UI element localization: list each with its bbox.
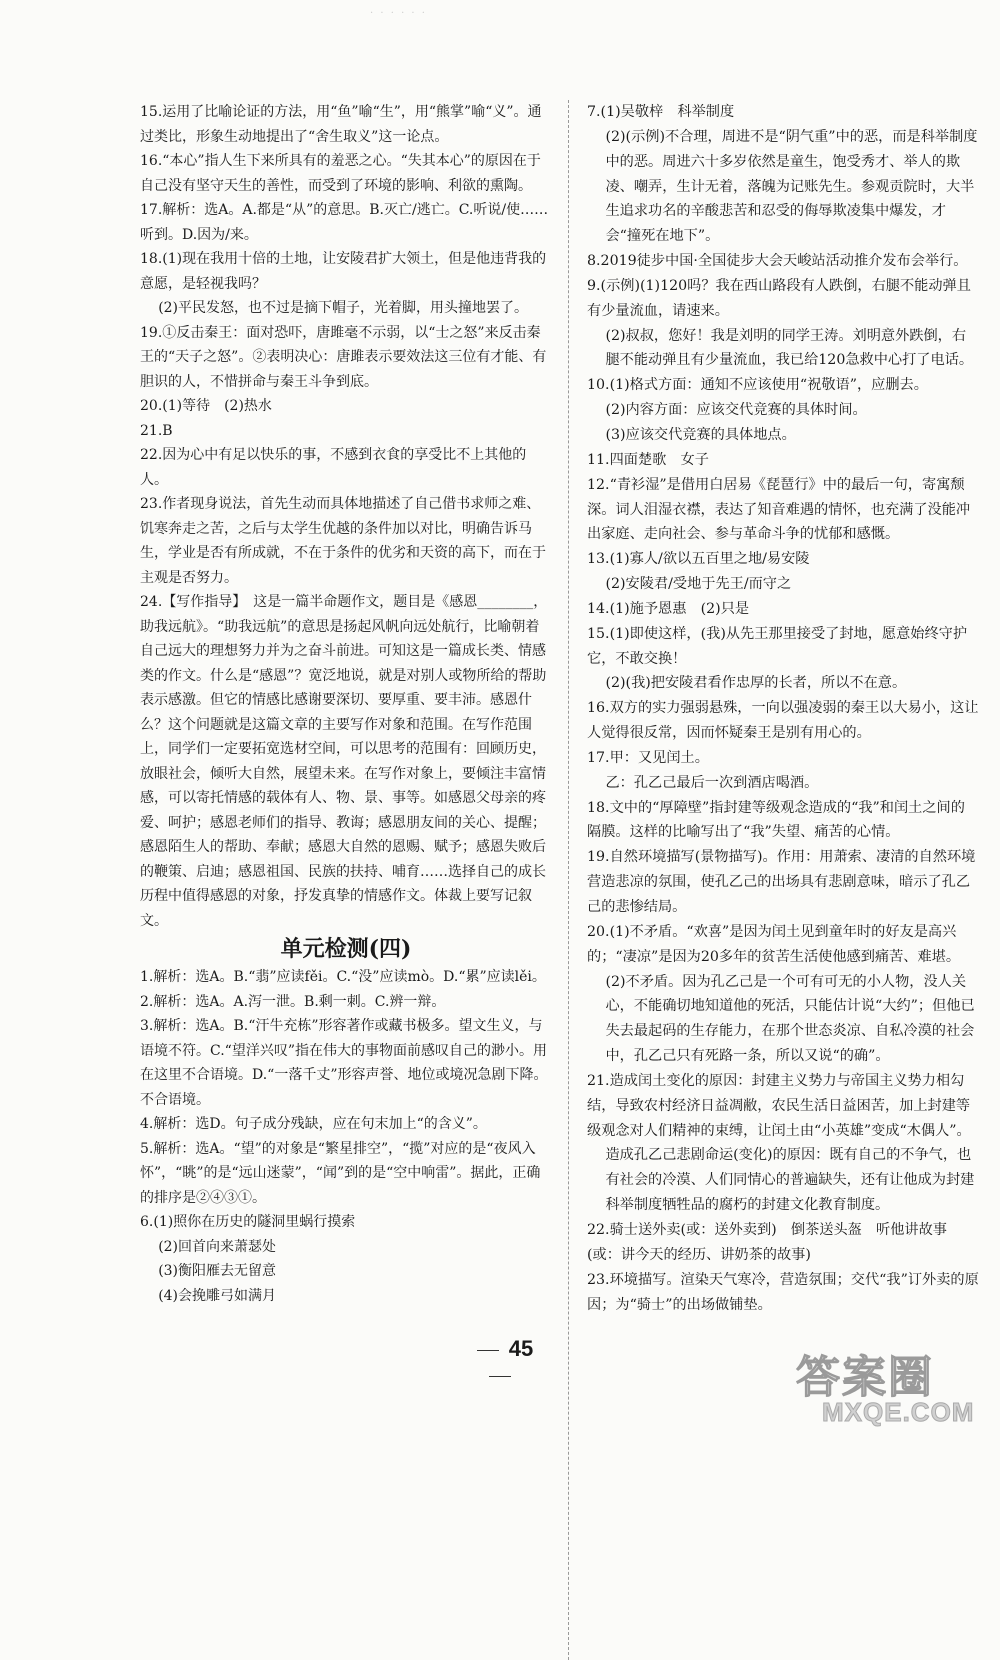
answer-20-2: (2)不矛盾。因为孔乙己是一个可有可无的小人物，没人关心，不能确切地知道他的死活，只能估计说“大约”；但他已失去最起码的生存能力，在那个世态炎凉、自私冷漠的社会中，孔乙己只有死路一条，所以又说“的确”。 [605, 973, 975, 1065]
test-answer-6-2: (2)回首向来萧瑟处 [158, 1238, 277, 1255]
test-answer-6-1: 6.(1)照你在历史的隧洞里蜗行摸索 [140, 1214, 356, 1230]
answer-17: 17.解析：选A。A.都是“从”的意思。B.灭亡/逃亡。C.听说/使……听到。D.因为/来。 [140, 202, 549, 243]
answer-19: 19.①反击秦王：面对恐吓，唐雎毫不示弱，以“士之怒”来反击秦王的“天子之怒”。②表明决心：唐雎表示要效法这三位有才能、有胆识的人，不惜拼命与秦王斗争到底。 [140, 324, 547, 390]
right-column [587, 100, 979, 1317]
answer-20-1: 20.(1)不矛盾。“欢喜”是因为闰土见到童年时的好友是高兴的；“凄凉”是因为20多年的贫苦生活使他感到痛苦、难堪。 [587, 923, 961, 965]
test-answer-2: 2.解析：选A。A.泻一泄。B.剩一刺。C.辨一辩。 [140, 993, 446, 1010]
test-answer-1: 1.解析：选A。B.“翡”应读fěi。C.“没”应读mò。D.“累”应读lěi。 [140, 969, 546, 985]
test-answer-4: 4.解析：选D。句子成分残缺，应在句末加上“的含义”。 [140, 1116, 487, 1132]
column-divider [568, 100, 569, 1660]
dash-right [489, 1376, 511, 1377]
section-title: 单元检测(四) [280, 936, 412, 962]
answer-21-part2: 造成孔乙己悲剧命运(变化)的原因：既有自己的不争气，也有社会的冷漠、人们同情心的普遍缺失，还有让他成为封建科举制度牺牲品的腐朽的封建文化教育制度。 [605, 1147, 975, 1214]
answer-23: 23.作者现身说法，首先生动而具体地描述了自己借书求师之难、饥寒奔走之苦，之后与太学生优越的条件加以对比，明确告诉马生，学业是否有所成就，不在于条件的优劣和天资的高下，而在于主观是否努力。 [140, 496, 546, 586]
test-answer-3: 3.解析：选A。B.“汗牛充栋”形容著作或藏书极多。望文生义，与语境不符。C.“望洋兴叹”指在伟大的事物面前感叹自己的渺小。用在这里不合语境。D.“一落千丈”形容声誉、地位或境况急剧下降。不合语境。 [140, 1018, 548, 1108]
test-answer-6-3: (3)衡阳雁去无留意 [158, 1263, 277, 1279]
answer-18-1: 18.(1)现在我用十倍的土地，让安陵君扩大领土，但是他违背我的意愿，是轻视我吗？ [140, 251, 547, 292]
answer-7-1: 7.(1)吴敬梓 科举制度 [587, 104, 735, 120]
answer-16: 16.“本心”指人生下来所具有的羞恶之心。“失其本心”的原因在于自己没有坚守天生的善性，而受到了环境的影响、利欲的熏陶。 [140, 153, 541, 194]
answer-9-1: 9.(示例)(1)120吗？我在西山路段有人跌倒，右腿不能动弹且有少量流血，请速来。 [587, 277, 971, 319]
answer-9-2: (2)叔叔，您好！我是刘明的同学王涛。刘明意外跌倒，右腿不能动弹且有少量流血，我已给120急救中心打了电话。 [605, 327, 974, 369]
test-answer-6-4: (4)会挽雕弓如满月 [158, 1287, 277, 1304]
answer-16-right: 16.双方的实力强弱悬殊，一向以强凌弱的秦王以大易小，这让人觉得很反常，因而怀疑秦王是别有用心的。 [587, 700, 979, 742]
answer-20: 20.(1)等待 (2)热水 [140, 398, 272, 414]
page-number-text: 45 [508, 1336, 534, 1361]
answer-22-right: 22.骑士送外卖(或：送外卖到) 倒茶送头盔 听他讲故事(或：讲今天的经历、讲奶茶的故事) [587, 1221, 947, 1263]
answer-15-1: 15.(1)即使这样，(我)从先王那里接受了封地，愿意始终守护它，不敢交换！ [587, 625, 968, 667]
answer-12: 12.“青衫湿”是借用白居易《琵琶行》中的最后一句，寄寓颓深。词人泪湿衣襟，表达了知音难遇的情怀，也充满了没能冲出家庭、走向社会、参与革命斗争的忧郁和感慨。 [587, 476, 971, 543]
answer-18-2: (2)平民发怒，也不过是摘下帽子，光着脚，用头撞地罢了。 [158, 300, 529, 316]
answer-14: 14.(1)施予恩惠 (2)只是 [587, 600, 750, 617]
left-column [140, 100, 552, 1308]
answer-10-2: (2)内容方面：应该交代竞赛的具体时间。 [605, 402, 867, 419]
dash-left [477, 1350, 499, 1351]
answer-15: 15.运用了比喻论证的方法，用“鱼”喻“生”，用“熊掌”喻“义”。通过类比，形象生动地提出了“舍生取义”这一论点。 [140, 104, 542, 145]
answer-21-right: 21.造成闰土变化的原因：封建主义势力与帝国主义势力相勾结，导致农村经济日益凋敝，农民生活日益困苦，加上封建等级观念对人们精神的束缚，让闰土由“小英雄”变成“木偶人”。 [587, 1072, 971, 1139]
answer-23-right: 23.环境描写。渲染天气寒冷，营造氛围；交代“我”订外卖的原因；为“骑士”的出场做铺垫。 [587, 1271, 979, 1313]
answer-21: 21.B [140, 422, 173, 439]
answer-24-writing-guide: 24.【写作指导】 这是一篇半命题作文，题目是《感恩________，助我远航》。“助我远航”的意思是扬起风帆向远处航行，比喻朝着自己远大的理想努力并为之奋斗前进。可知这是一篇成长类、情感类的作文。什么是“感恩”？宽泛地说，就是对别人或物所给的帮助表示感激。但它的情感比感谢要深切、要厚重、要丰沛。感恩什么？这个问题就是这篇文章的主要写作对象和范围。在写作范围上，同学们一定要拓宽选材空间，可以思考的范围有：回顾历史，放眼社会，倾听大自然，展望未来。在写作对象上，要倾注丰富情感，可以寄托情感的载体有人、物、景、事等。如感恩父母亲的疼爱、呵护；感恩老师们的指导、教诲；感恩朋友间的关心、提醒；感恩陌生人的帮助、奉献；感恩大自然的恩赐、赋予；感恩失败后的鞭策、启迪；感恩祖国、民族的扶持、哺育……选择自己的成长历程中值得感恩的对象，抒发真挚的情感作文。体裁上要写记叙文。 [140, 594, 548, 929]
answer-19-right: 19.自然环境描写(景物描写)。作用：用萧索、凄清的自然环境营造悲凉的氛围，使孔乙己的出场具有悲剧意味，暗示了孔乙己的悲惨结局。 [587, 849, 976, 915]
answer-17-yi: 乙：孔乙己最后一次到酒店喝酒。 [605, 774, 819, 791]
watermark-logo [796, 1341, 986, 1429]
answer-13-2: (2)安陵君/受地于先王/而守之 [605, 576, 792, 593]
scan-header-smudge: · · · · · · [370, 8, 427, 19]
answer-11: 11.四面楚歌 女子 [587, 451, 709, 468]
answer-7-2: (2)(示例)不合理，周进不是“阴气重”中的恶，而是科举制度中的恶。周进六十多岁依然是童生，饱受秀才、举人的欺凌、嘲弄，生计无着，落魄为记账先生。参观贡院时，大半生追求功名的辛酸悲苦和忍受的侮辱欺凌集中爆发，才会“撞死在地下”。 [605, 128, 978, 245]
answer-10-1: 10.(1)格式方面：通知不应该使用“祝敬语”，应删去。 [587, 377, 928, 394]
answer-18-right: 18.文中的“厚障壁”指封建等级观念造成的“我”和闰土之间的隔膜。这样的比喻写出了“我”失望、痛苦的心情。 [587, 799, 965, 841]
test-answer-5: 5.解析：选A。“望”的对象是“繁星排空”，“揽”对应的是“夜风入怀”，“眺”的是“远山迷蒙”，“闻”到的是“空中响雷”。据此，正确的排序是②④③①。 [140, 1140, 541, 1206]
watermark-badge: 答案圈 [796, 1352, 934, 1403]
watermark-url: MXQE.COM [822, 1397, 975, 1427]
page-number [450, 1336, 550, 1388]
answer-22: 22.因为心中有足以快乐的事，不感到衣食的享受比不上其他的人。 [140, 447, 527, 488]
answer-8: 8.2019徒步中国·全国徒步大会天峻站活动推介发布会举行。 [587, 253, 968, 270]
answer-13-1: 13.(1)寡人/欲以五百里之地/易安陵 [587, 551, 810, 568]
answer-10-3: (3)应该交代竞赛的具体地点。 [605, 426, 796, 443]
answer-17-jia: 17.甲：又见闰土。 [587, 749, 709, 766]
answer-15-2: (2)(我)把安陵君看作忠厚的长者，所以不在意。 [605, 675, 907, 692]
